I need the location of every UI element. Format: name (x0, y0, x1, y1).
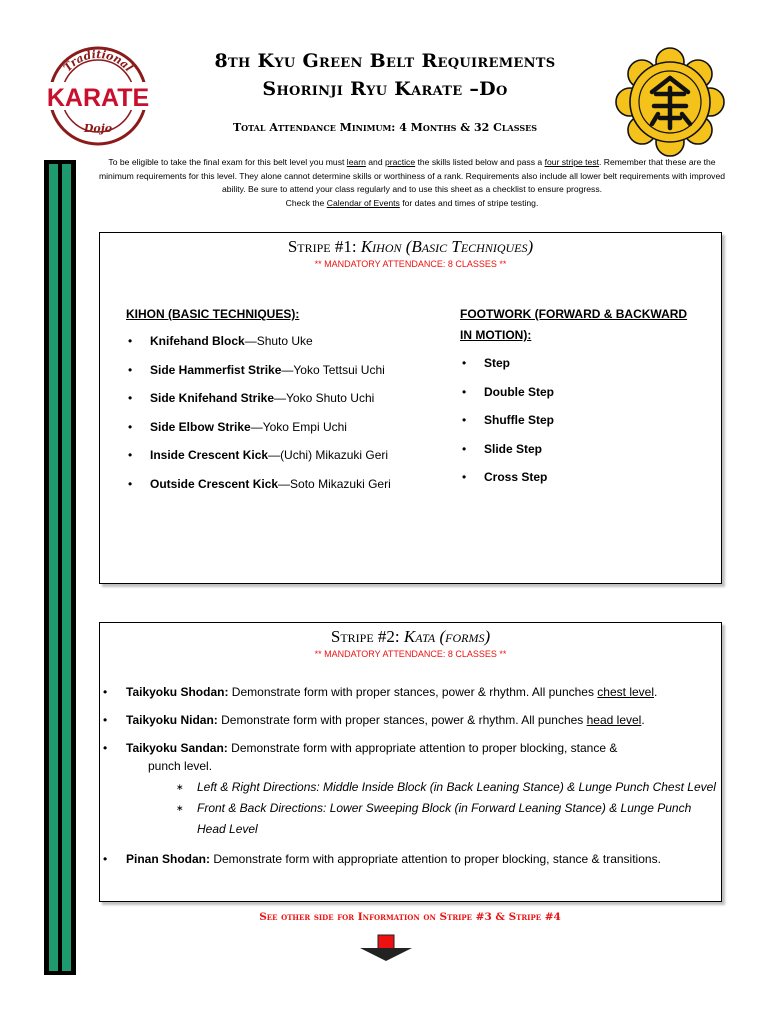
attendance-minimum: Total Attendance Minimum: 4 Months & 32 Classes (233, 121, 537, 134)
intro-text: for dates and times of stripe testing. (399, 197, 539, 208)
shorinji-ryu-emblem (612, 44, 728, 160)
sublist-item: ∗ Front & Back Directions: Lower Sweeping Block (in Forward Leaning Stance) & Lunge Punch Head Level (172, 798, 720, 840)
list-item: • Taikyoku Nidan: Demonstrate form with proper stances, power & rhythm. All punches head level. (100, 711, 720, 729)
stripe1-section (99, 232, 722, 584)
down-arrow-icon (358, 934, 414, 962)
sublist-item: ∗ Left & Right Directions: Middle Inside Block (in Back Leaning Stance) & Lunge Punch Chest Level (172, 777, 720, 798)
list-item: • Knifehand Block—Shuto Uke (126, 334, 446, 363)
svg-text:Traditional: Traditional (60, 47, 136, 75)
stripe1-label: Stripe #1: (287, 237, 361, 256)
intro-four-stripe-test: four stripe test (544, 157, 600, 167)
svg-text:Dojo: Dojo (83, 122, 113, 135)
page-title: 8th Kyu Green Belt Requirements (214, 50, 556, 72)
intro-text: and (365, 157, 386, 167)
list-item: • Outside Crescent Kick—Soto Mikazuki Geri (126, 477, 446, 506)
list-item: • Side Elbow Strike—Yoko Empi Uchi (126, 420, 446, 449)
stripe1-mandatory-attendance: ** MANDATORY ATTENDANCE: 8 CLASSES ** (314, 259, 507, 269)
stripe2-label: Stripe #2: (330, 627, 404, 646)
kihon-heading: KIHON (BASIC TECHNIQUES): (126, 307, 300, 321)
list-item: • Side Hammerfist Strike—Yoko Tettsui Uchi (126, 363, 446, 392)
list-item: • Double Step (460, 385, 700, 414)
stripe2-mandatory-attendance: ** MANDATORY ATTENDANCE: 8 CLASSES ** (314, 649, 507, 659)
list-item: • Pinan Shodan: Demonstrate form with appropriate attention to proper blocking, stance & transitions. (100, 850, 720, 868)
page-subtitle: Shorinji Ryu Karate –Do (262, 78, 508, 100)
footwork-heading-line1: FOOTWORK (FORWARD & BACKWARD (460, 307, 688, 321)
belt-stripe (62, 164, 71, 971)
list-item: • Taikyoku Sandan: Demonstrate form with appropriate attention to proper blocking, stance & punch level. ∗ Left & Right Directions: Middle Inside Block (in Back Leaning Stance) & Lunge Punch Chest Level ∗ Front & Back Directions: Lower Sweeping Block (in Forward Leaning Stance) & Lunge Punch Head Level (100, 739, 720, 840)
intro-text: . Remember that these are the minimum requirements for this level. They alone cannot determine skills or worthiness of a rank. Requirements also include all lower belt requirements with improved ability. Be sure to attend your class regularly and to use this sheet as a checklist to ensure progress. (98, 157, 726, 195)
stripe1-label-italic: Kihon (Basic Techniques) (360, 237, 534, 256)
traditional-karate-dojo-logo (36, 44, 160, 148)
list-item: • Side Knifehand Strike—Yoko Shuto Uchi (126, 391, 446, 420)
list-item: • Shuffle Step (460, 413, 700, 442)
intro-text: the skills listed below and pass a (415, 157, 545, 167)
list-item: • Taikyoku Shodan: Demonstrate form with proper stances, power & rhythm. All punches chest level. (100, 683, 720, 701)
kihon-list (126, 334, 446, 506)
stripe2-title (100, 627, 721, 647)
list-item: • Inside Crescent Kick—(Uchi) Mikazuki Geri (126, 448, 446, 477)
intro-learn: learn (346, 157, 366, 167)
stripe1-title (100, 237, 721, 257)
see-other-side-note: See other side for Information on Stripe #3 & Stripe #4 (259, 911, 561, 923)
sandan-sublist (126, 777, 720, 840)
intro-text: To be eligible to take the final exam for this belt level you must (108, 157, 347, 167)
kata-list (100, 683, 720, 878)
intro-paragraph (96, 156, 728, 210)
list-item: • Slide Step (460, 442, 700, 471)
footwork-heading (460, 304, 687, 346)
svg-text:KARATE: KARATE (46, 84, 150, 112)
green-belt-graphic (44, 160, 76, 975)
intro-text: Check the (285, 197, 327, 208)
stripe2-label-italic: Kata (forms) (403, 627, 491, 646)
intro-practice: practice (385, 157, 416, 167)
list-item: • Cross Step (460, 470, 700, 499)
stripe2-section (99, 622, 722, 902)
belt-stripe (49, 164, 58, 971)
footwork-heading-line2: IN MOTION): (460, 328, 532, 342)
footwork-list (460, 356, 700, 499)
calendar-of-events-link[interactable]: Calendar of Events (326, 197, 400, 208)
list-item: • Step (460, 356, 700, 385)
